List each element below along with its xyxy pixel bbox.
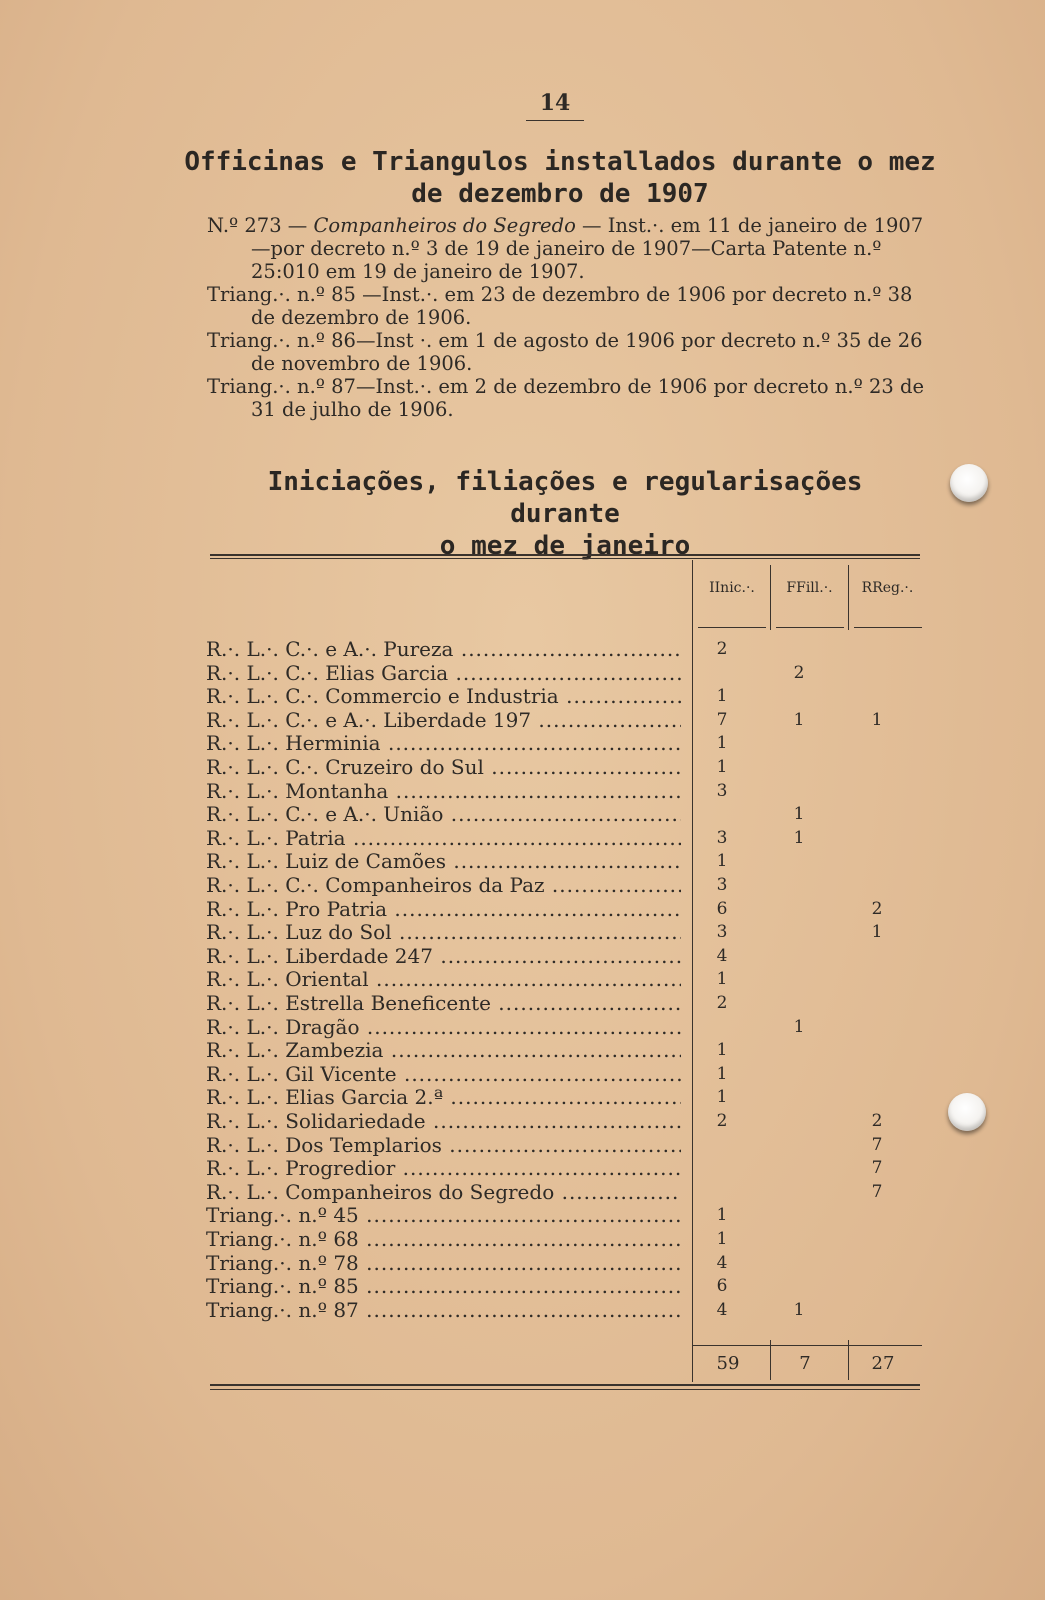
inic-count: 1	[716, 1087, 728, 1108]
inic-count: 6	[716, 898, 728, 919]
table-row	[206, 1063, 926, 1087]
table-row	[206, 850, 926, 874]
table-row	[206, 1181, 926, 1205]
table-row	[206, 1252, 926, 1276]
total-reg: 27	[871, 1353, 895, 1374]
lodge-name: R.·. L.·. Elias Garcia 2.ª .....	[206, 1086, 681, 1110]
column-divider	[848, 1340, 849, 1380]
table-row	[206, 1204, 926, 1228]
table-bottom-rule-thin	[210, 1389, 920, 1390]
lodge-name: R.·. L.·. Dos Templarios .....	[206, 1134, 681, 1158]
table-bottom-rule	[210, 1384, 920, 1386]
fill-count: 1	[793, 1299, 805, 1320]
section-heading-officinas	[180, 146, 940, 210]
inic-count: 6	[716, 1276, 728, 1297]
inic-count: 3	[716, 827, 728, 848]
inic-count: 3	[716, 922, 728, 943]
punch-hole	[950, 464, 988, 502]
inic-count: 4	[716, 1252, 728, 1273]
table-row	[206, 803, 926, 827]
page-number: 14	[539, 90, 571, 116]
fill-count: 1	[793, 804, 805, 825]
table-row	[206, 1039, 926, 1063]
lodge-name: R.·. L.·. Estrella Beneficente .....	[206, 992, 681, 1016]
table-row	[206, 1134, 926, 1158]
column-header-rule	[776, 627, 844, 628]
installation-entry	[207, 329, 927, 375]
table-row	[206, 1157, 926, 1181]
table-row	[206, 1110, 926, 1134]
installation-entries	[207, 214, 927, 421]
table-row	[206, 827, 926, 851]
column-divider	[770, 1340, 771, 1380]
lodge-name: R.·. L.·. Companheiros do Segredo .....	[206, 1181, 681, 1205]
section-heading-iniciacoes	[210, 466, 920, 562]
lodge-name: Triang.·. n.º 78 .....	[206, 1252, 681, 1276]
inic-count: 1	[716, 1040, 728, 1061]
lodge-name: R.·. L.·. C.·. e A.·. União .....	[206, 803, 681, 827]
totals-rule	[692, 1345, 922, 1346]
reg-count: 1	[871, 922, 883, 943]
lodge-name: Triang.·. n.º 87 .....	[206, 1299, 681, 1323]
lodge-name: R.·. L.·. Liberdade 247 .....	[206, 945, 681, 969]
column-divider	[848, 565, 849, 630]
installation-entry	[207, 283, 927, 329]
entry-text: Triang.·. n.º 87—Inst.·. em 2 de dezembro de 1906 por decreto n.º 23 de 31 de julho de 1906.	[207, 375, 925, 421]
lodge-name: R.·. L.·. Luz do Sol .....	[206, 921, 681, 945]
installation-entry	[207, 214, 927, 283]
table-row	[206, 1086, 926, 1110]
total-inic: 59	[716, 1353, 740, 1374]
inic-count: 4	[716, 1299, 728, 1320]
table-row	[206, 1299, 926, 1323]
table-row	[206, 921, 926, 945]
table-row	[206, 662, 926, 686]
reg-count: 7	[871, 1158, 883, 1179]
heading-line: Officinas e Triangulos installados durante o mez	[184, 147, 936, 177]
fill-count: 1	[793, 1016, 805, 1037]
inic-count: 3	[716, 780, 728, 801]
inic-count: 1	[716, 851, 728, 872]
table-top-rule	[210, 554, 920, 556]
heading-line: Iniciações, filiações e regularisações durante	[267, 467, 863, 529]
lodge-name: Triang.·. n.º 85 .....	[206, 1275, 681, 1299]
lodge-name: R.·. L.·. C.·. Cruzeiro do Sul .....	[206, 756, 681, 780]
reg-count: 7	[871, 1134, 883, 1155]
lodge-name: R.·. L.·. C.·. Commercio e Industria .....	[206, 685, 681, 709]
inic-count: 1	[716, 686, 728, 707]
lodge-name: R.·. L.·. Pro Patria .....	[206, 898, 681, 922]
table-row	[206, 638, 926, 662]
inic-count: 1	[716, 1229, 728, 1249]
inic-count: 7	[716, 709, 728, 730]
fill-count: 2	[793, 662, 805, 683]
lodge-name: R.·. L.·. Luiz de Camões .....	[206, 850, 681, 874]
lodge-name: R.·. L.·. C.·. Companheiros da Paz .....	[206, 874, 681, 898]
lodge-name: R.·. L.·. C.·. Elias Garcia .....	[206, 662, 681, 686]
page-number-underline	[526, 120, 584, 121]
column-divider	[770, 565, 771, 630]
column-header-rule	[854, 627, 922, 628]
table-row	[206, 732, 926, 756]
lodge-name: R.·. L.·. C.·. e A.·. Liberdade 197 .....	[206, 709, 681, 733]
reg-count: 7	[871, 1181, 883, 1202]
reg-count: 2	[871, 898, 883, 919]
lodge-name-italic: Companheiros do Segredo	[313, 214, 576, 237]
lodge-name: R.·. L.·. Progredior .....	[206, 1157, 681, 1181]
column-header-reg: RReg.·.	[861, 580, 914, 596]
punch-hole	[948, 1093, 986, 1131]
reg-count: 1	[871, 709, 883, 730]
table-row	[206, 709, 926, 733]
table-row	[206, 756, 926, 780]
fill-count: 1	[793, 827, 805, 848]
reg-count: 2	[871, 1111, 883, 1131]
lodge-name: R.·. L.·. Gil Vicente .....	[206, 1063, 681, 1087]
lodge-name: R.·. L.·. Solidariedade .....	[206, 1110, 681, 1134]
column-header-rule	[698, 627, 766, 628]
heading-line: o mez de janeiro	[439, 531, 691, 561]
lodge-name: R.·. L.·. Patria .....	[206, 827, 681, 851]
lodge-name: Triang.·. n.º 68 .....	[206, 1228, 681, 1252]
table-row	[206, 1016, 926, 1040]
inic-count: 1	[716, 757, 728, 777]
lodge-name: R.·. L.·. C.·. e A.·. Pureza .....	[206, 638, 681, 662]
lodge-name: R.·. L.·. Montanha .....	[206, 780, 681, 804]
table-row	[206, 874, 926, 898]
entry-text: — Inst.·. em 11 de janeiro de 1907—por decreto n.º 3 de 19 de janeiro de 1907—Carta Patente n.º 25:010 em 19 de janeiro de 1907.	[251, 214, 924, 283]
table-row	[206, 992, 926, 1016]
table-row	[206, 1228, 926, 1252]
table-row	[206, 780, 926, 804]
inic-count: 1	[716, 1063, 728, 1084]
entry-text: Triang.·. n.º 85 —Inst.·. em 23 de dezembro de 1906 por decreto n.º 38 de dezembro de 1906.	[207, 283, 913, 329]
inic-count: 2	[716, 1111, 728, 1131]
inic-count: 3	[716, 875, 728, 895]
inic-count: 4	[716, 945, 728, 966]
table-row	[206, 1275, 926, 1299]
table-row	[206, 685, 926, 709]
inic-count: 1	[716, 733, 728, 754]
inic-count: 1	[716, 1205, 728, 1226]
table-row	[206, 898, 926, 922]
table-row	[206, 968, 926, 992]
entry-text: N.º 273 —	[207, 214, 308, 237]
heading-line: de dezembro de 1907	[411, 179, 709, 209]
inic-count: 2	[716, 993, 728, 1013]
inic-count: 1	[716, 969, 728, 990]
fill-count: 1	[793, 709, 805, 730]
total-fill: 7	[799, 1353, 811, 1374]
table-row	[206, 945, 926, 969]
installation-entry	[207, 375, 927, 421]
table-top-rule-thin	[210, 558, 920, 559]
lodge-name: R.·. L.·. Herminia .....	[206, 732, 681, 756]
lodge-name: R.·. L.·. Zambezia .....	[206, 1039, 681, 1063]
entry-text: Triang.·. n.º 86—Inst ·. em 1 de agosto de 1906 por decreto n.º 35 de 26 de novembro de 1906.	[207, 329, 923, 375]
column-header-inic: IInic.·.	[709, 580, 755, 596]
column-header-fill: FFill.·.	[786, 580, 833, 596]
inic-count: 2	[716, 639, 728, 659]
lodge-name: R.·. L.·. Oriental .....	[206, 968, 681, 992]
lodge-name: R.·. L.·. Dragão .....	[206, 1016, 681, 1040]
lodge-name: Triang.·. n.º 45 .....	[206, 1204, 681, 1228]
